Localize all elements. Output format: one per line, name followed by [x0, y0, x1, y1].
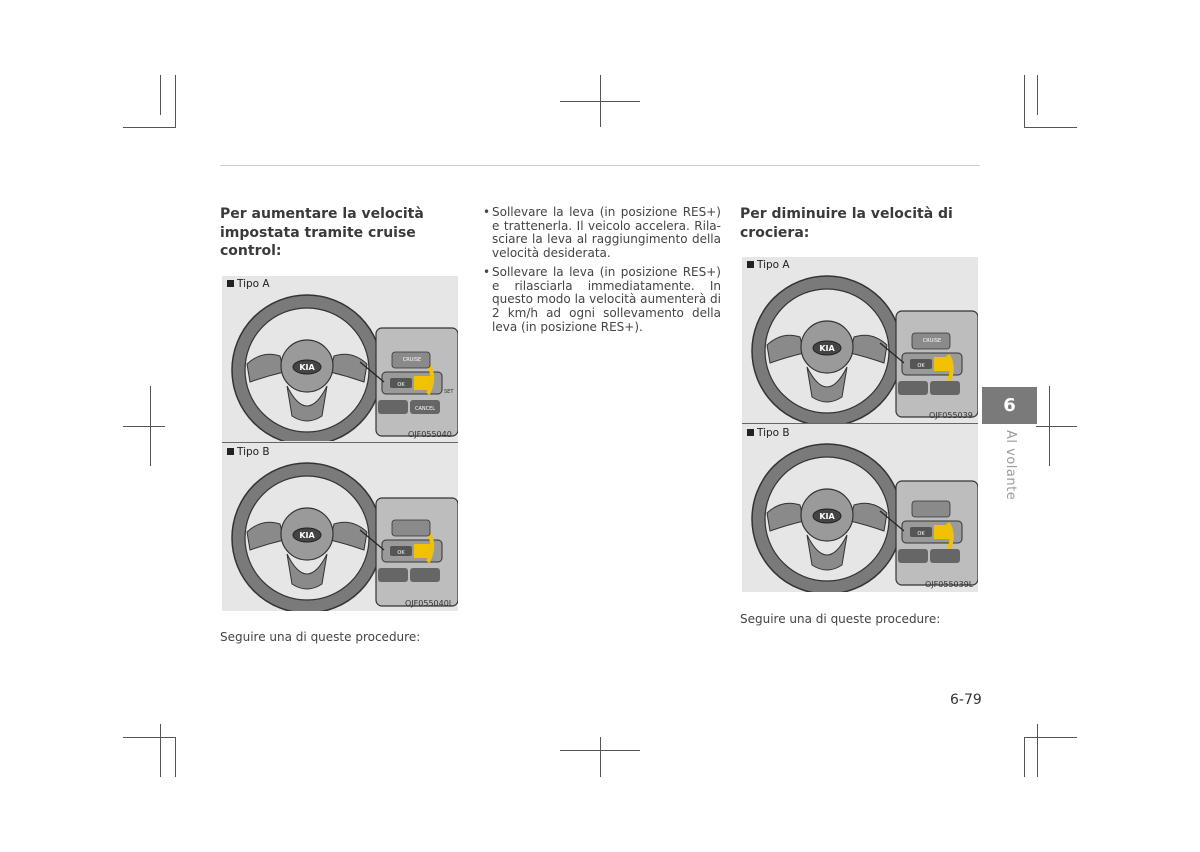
crop-mark — [123, 127, 176, 128]
figure-code: OJF055039 — [929, 411, 973, 420]
svg-text:KIA: KIA — [299, 363, 315, 372]
bullet-list — [483, 206, 721, 339]
figure-code: OJF055040 — [408, 430, 452, 439]
page-number: 6-79 — [950, 692, 982, 708]
heading-line: crociera: — [740, 224, 810, 241]
steering-wheel-illustration — [742, 257, 978, 423]
crop-mark — [560, 750, 640, 751]
svg-text:OK: OK — [917, 531, 925, 537]
procedure-intro: Seguire una di queste procedure: — [220, 630, 421, 644]
crop-mark — [1024, 75, 1025, 128]
figure-panel-tipo-b — [742, 425, 978, 592]
header-rule — [220, 165, 980, 166]
figure-label: Tipo B — [227, 446, 270, 458]
figure-label: Tipo B — [747, 427, 790, 439]
figure-panel-tipo-b — [222, 444, 458, 611]
heading-line: control: — [220, 243, 282, 259]
figure-label: Tipo A — [227, 278, 270, 290]
crop-mark — [160, 75, 161, 115]
svg-text:CRUISE: CRUISE — [922, 338, 942, 344]
figure-label: Tipo A — [747, 259, 790, 271]
crop-mark — [1024, 737, 1077, 738]
svg-text:KIA: KIA — [819, 512, 835, 521]
heading-line: Per aumentare la velocità — [220, 206, 424, 222]
section-heading-decrease — [740, 205, 980, 242]
steering-wheel-illustration — [222, 444, 458, 611]
chapter-title: Al volante — [1003, 430, 1018, 501]
figure-code: OJF055039L — [925, 580, 974, 589]
svg-text:CRUISE: CRUISE — [402, 357, 422, 363]
figure-increase — [222, 276, 458, 611]
svg-text:KIA: KIA — [819, 344, 835, 353]
steering-wheel-illustration — [742, 425, 978, 592]
steering-wheel-illustration — [222, 276, 458, 441]
crop-mark — [1036, 426, 1077, 427]
svg-text:OK: OK — [397, 550, 405, 556]
heading-line: impostata tramite cruise — [220, 224, 416, 241]
chapter-number-tab: 6 — [982, 387, 1037, 424]
procedure-intro: Seguire una di queste procedure: — [740, 612, 941, 626]
list-item: • Sollevare la leva (in posizione RES+) e rilasciarla immediatamente. In questo modo la velocità aumenterà di 2 km/h ad ogni sollevamento della leva (in posizione RES+). — [483, 266, 721, 335]
section-heading-increase — [220, 205, 460, 261]
svg-text:OK: OK — [397, 382, 405, 388]
crop-mark — [1024, 127, 1077, 128]
crop-mark — [123, 426, 165, 427]
crop-mark — [175, 75, 176, 128]
crop-mark — [1024, 737, 1025, 777]
crop-mark — [1037, 724, 1038, 777]
figure-panel-tipo-a — [742, 257, 978, 423]
figure-divider — [742, 423, 978, 424]
crop-mark — [160, 724, 161, 777]
figure-decrease — [742, 257, 978, 592]
svg-text:CANCEL: CANCEL — [414, 406, 436, 412]
svg-text:KIA: KIA — [299, 531, 315, 540]
crop-mark — [560, 101, 640, 102]
crop-mark — [1037, 75, 1038, 115]
list-item: • Sollevare la leva (in posizione RES+) e trattenerla. Il veicolo accelera. Rila- sciare la leva al raggiungimento della velocità desiderata. — [483, 206, 721, 261]
crop-mark — [600, 737, 601, 777]
svg-text:SET: SET — [444, 389, 454, 395]
figure-divider — [222, 442, 458, 443]
figure-code: OJF055040L — [405, 599, 454, 608]
crop-mark — [123, 737, 176, 738]
crop-mark — [175, 737, 176, 777]
figure-panel-tipo-a — [222, 276, 458, 441]
heading-line: Per diminuire la velocità di — [740, 206, 953, 222]
svg-text:OK: OK — [917, 363, 925, 369]
